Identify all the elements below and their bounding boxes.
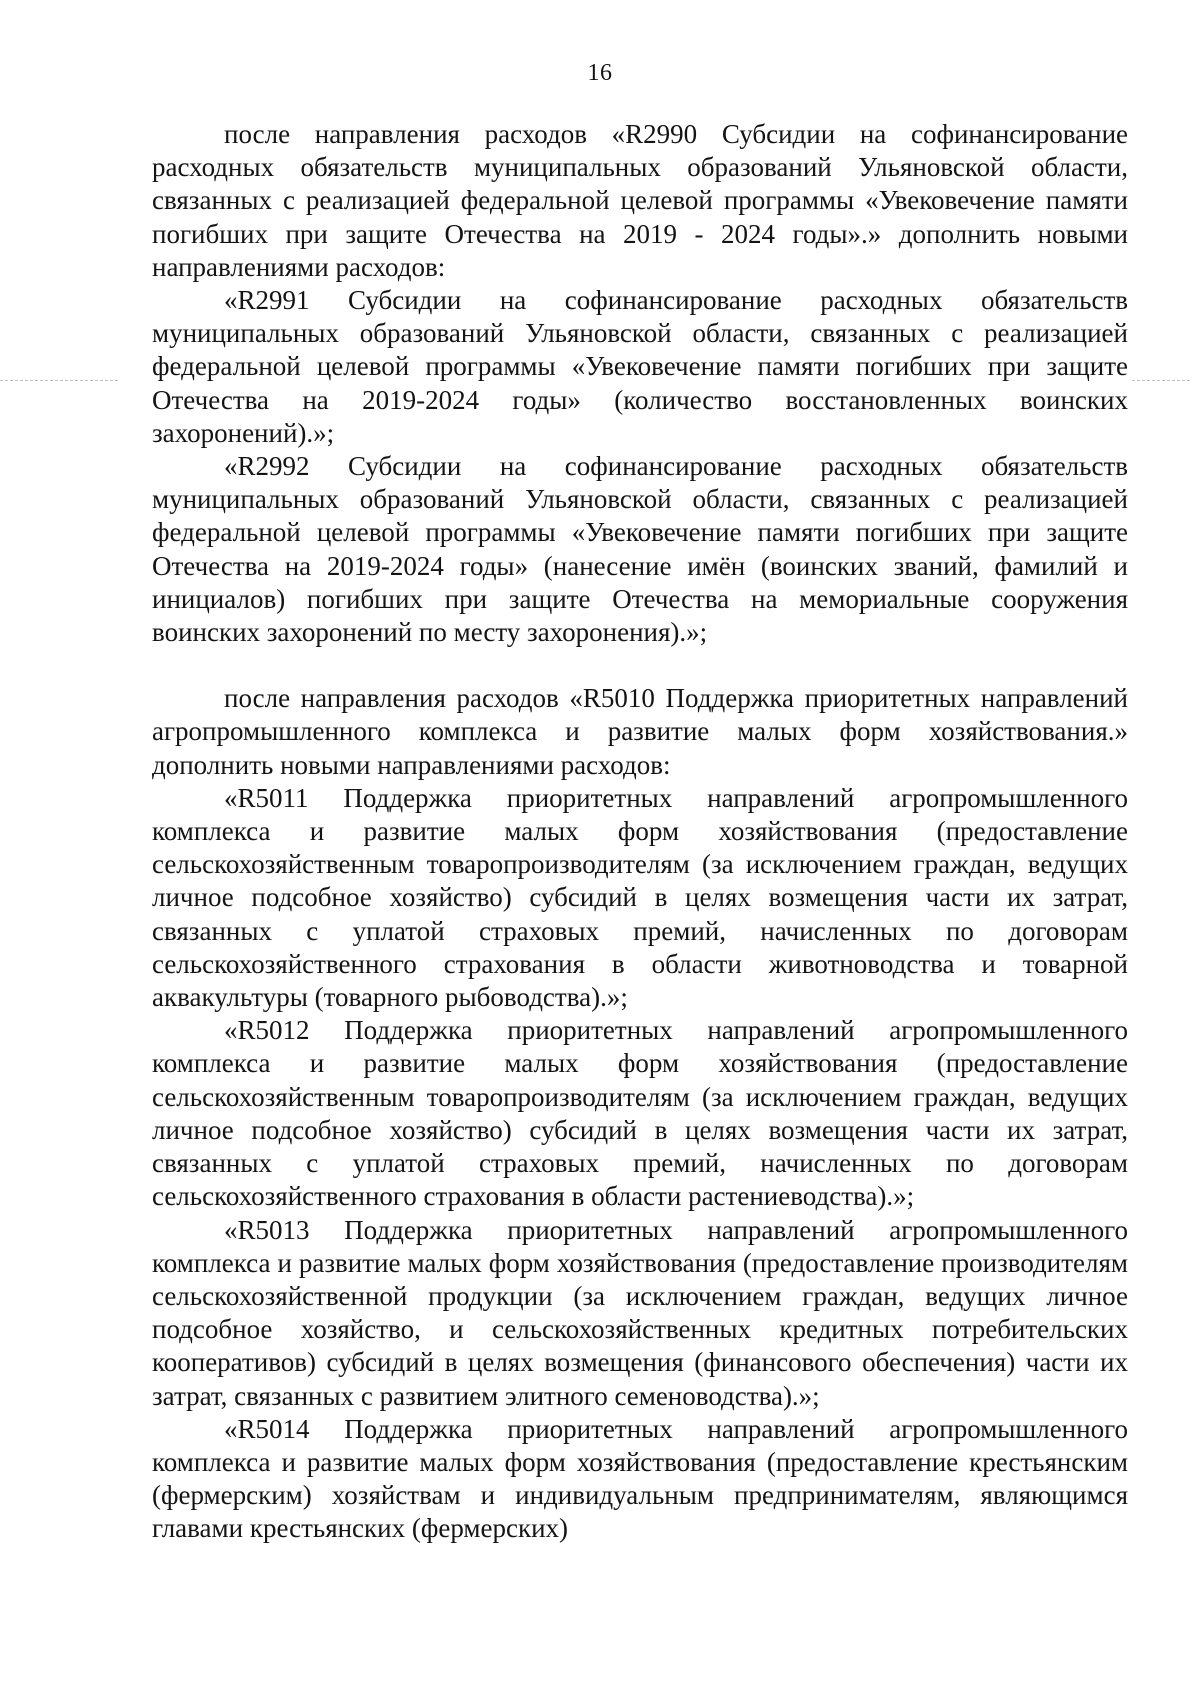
paragraph-r2991: «R2991 Субсидии на софинансирование расходных обязательств муниципальных образований Ульяновской области, связанных с реализацией федеральной целевой программы «Увековечение памяти погибших при защите Отечества на 2019-2024 годы» (количество восстановленных воинских захоронений).»; xyxy=(152,285,1128,448)
paragraph-r5013: «R5013 Поддержка приоритетных направлений агропромышленного комплекса и развитие малых форм хозяйствования (предоставление производителям сельскохозяйственной продукции (за исключением граждан, ведущих личное подсобное хозяйство, и сельскохозяйственных кредитных потребительских кооперативов) субсидий в целях возмещения (финансового обеспечения) части их затрат, связанных с развитием элитного семеноводства).»; xyxy=(152,1214,1128,1411)
paragraph-r5012: «R5012 Поддержка приоритетных направлений агропромышленного комплекса и развитие малых форм хозяйствования (предоставление сельскохозяйственным товаропроизводителям (за исключением граждан, ведущих личное подсобное хозяйство) субсидий в целях возмещения части их затрат, связанных с уплатой страховых премий, начисленных по договорам сельскохозяйственного страхования в области растениеводства).»; xyxy=(152,1015,1128,1212)
paragraph-r5010-intro: после направления расходов «R5010 Поддержка приоритетных направлений агропромышленного комплекса и развитие малых форм хозяйствования.» дополнить новыми направлениями расходов: xyxy=(152,683,1128,780)
page-number: 16 xyxy=(587,60,613,86)
scan-artifact-left xyxy=(0,380,118,382)
paragraph-r5014: «R5014 Поддержка приоритетных направлений агропромышленного комплекса и развитие малых форм хозяйствования (предоставление крестьянским (фермерским) хозяйствам и индивидуальным предпринимателям, являющимся главами крестьянских (фермерских) xyxy=(152,1413,1128,1544)
paragraph-r2992: «R2992 Субсидии на софинансирование расходных обязательств муниципальных образований Ульяновской области, связанных с реализацией федеральной целевой программы «Увековечение памяти погибших при защите Отечества на 2019-2024 годы» (нанесение имён (воинских званий, фамилий и инициалов) погибших при защите Отечества на мемориальные сооружения воинских захоронений по месту захоронения).»; xyxy=(152,451,1128,648)
scan-artifact-right xyxy=(1132,380,1190,382)
paragraph-r5011: «R5011 Поддержка приоритетных направлений агропромышленного комплекса и развитие малых форм хозяйствования (предоставление сельскохозяйственным товаропроизводителям (за исключением граждан, ведущих личное подсобное хозяйство) субсидий в целях возмещения части их затрат, связанных с уплатой страховых премий, начисленных по договорам сельскохозяйственного страхования в области животноводства и товарной аквакультуры (товарного рыбоводства).»; xyxy=(152,782,1128,1013)
document-body xyxy=(152,118,1128,1546)
paragraph-r2990-intro: после направления расходов «R2990 Субсидии на софинансирование расходных обязательств муниципальных образований Ульяновской области, связанных с реализацией федеральной целевой программы «Увековечение памяти погибших при защите Отечества на 2019 - 2024 годы».» дополнить новыми направлениями расходов: xyxy=(152,119,1128,282)
